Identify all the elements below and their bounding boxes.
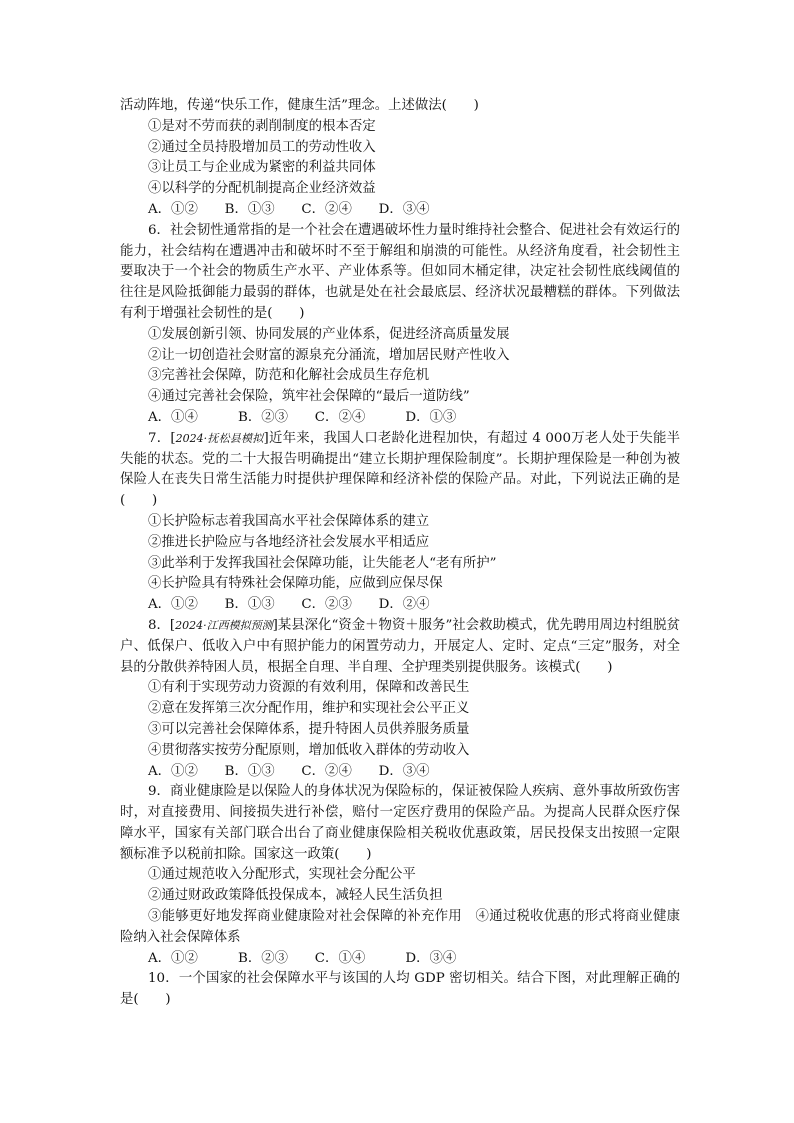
q8-stem [120,616,680,678]
question-10 [120,969,680,1011]
q7-source: 2024·抚松县模拟 [175,431,264,445]
q5-stem-tail: 活动阵地，传递“快乐工作，健康生活”理念。上述做法( ) [120,98,479,113]
question-5 [120,96,680,221]
q5-option-1: ①是对不劳而获的剥削制度的根本否定 [148,118,376,134]
q8-stem-text: ]某县深化“资金＋物资＋服务”社会救助模式，优先聘用周边村组脱贫户、低保户、低收入户中有照护能力的闲置劳动力，开展定人、定时、定点“三定”服务，对全县的分散供养特困人员，根据全自理、半自理、全护理类别提供服务。该模式( ) [120,617,680,675]
q7-stem-text: ]近年来，我国人口老龄化进程加快，有超过 4 000万老人处于失能半失能的状态。党的二十大报告明确提出“建立长期护理保险制度”。长期护理保险是一种创为被保险人在丧失日常生活能力时提供护理保障和经济补偿的保险产品。对此，下列说法正确的是( ) [120,430,680,509]
q9-answer-choices: A．①② B．②③ C．①④ D．③④ [148,950,457,966]
q5-option-2: ②通过全员持股增加员工的劳动性收入 [148,139,376,155]
q8-option-2: ②意在发挥第三次分配作用，维护和实现社会公平正义 [148,701,470,717]
q7-option-3: ③此举利于发挥我国社会保障功能，让失能老人“老有所护” [148,555,497,571]
q8-number: 8．[ [148,617,176,633]
q7-stem [120,429,680,512]
q5-option-3: ③让员工与企业成为紧密的利益共同体 [148,160,376,176]
q6-option-1: ①发展创新引领、协同发展的产业体系，促进经济高质量发展 [148,326,510,342]
question-9 [120,782,680,969]
q7-option-4: ④长护险具有特殊社会保障功能，应做到应保尽保 [148,576,443,592]
q7-number: 7．[ [148,430,176,446]
q8-option-4: ④贯彻落实按劳分配原则，增加低收入群体的劳动收入 [148,742,470,758]
q10-stem: 10．一个国家的社会保障水平与该国的人均 GDP 密切相关。结合下图，对此理解正确的是( ) [120,971,680,1008]
q8-answer-choices: A．①② B．①③ C．②④ D．③④ [148,763,430,779]
q9-option-2: ②通过财政政策降低投保成本，减轻人民生活负担 [148,888,443,904]
q6-stem: 6．社会韧性通常指的是一个社会在遭遇破坏性力量时维持社会整合、促进社会有效运行的能力，社会结构在遭遇冲击和破坏时不至于解组和崩溃的可能性。从经济角度看，社会韧性主要取决于一个社会的物质生产水平、产业体系等。但如同木桶定律，决定社会韧性底线阈值的往往是风险抵御能力最弱的群体，也就是处在社会最底层、经济状况最糟糕的群体。下列做法有利于增强社会韧性的是( ) [120,222,680,321]
q7-answer-choices: A．①② B．①③ C．②③ D．②④ [148,597,430,613]
q8-option-1: ①有利于实现劳动力资源的有效利用，保障和改善民生 [148,680,470,696]
q6-option-4: ④通过完善社会保险，筑牢社会保障的“最后一道防线” [148,389,470,405]
exam-page [120,96,680,1011]
question-7 [120,429,680,616]
q6-answer-choices: A．①④ B．②③ C．②④ D．①③ [148,409,457,425]
q5-answer-choices: A．①② B．①③ C．②④ D．③④ [148,201,430,217]
q7-option-1: ①长护险标志着我国高水平社会保障体系的建立 [148,513,430,529]
q8-option-3: ③可以完善社会保障体系，提升特困人员供养服务质量 [148,721,470,737]
q6-option-2: ②让一切创造社会财富的源泉充分涌流，增加居民财产性收入 [148,347,510,363]
q7-option-2: ②推进长护险应与各地经济社会发展水平相适应 [148,534,430,550]
q5-option-4: ④以科学的分配机制提高企业经济效益 [148,181,376,197]
q6-option-3: ③完善社会保障，防范和化解社会成员生存危机 [148,368,430,384]
q9-option-1: ①通过规范收入分配形式，实现社会分配公平 [148,867,416,883]
q9-stem: 9．商业健康险是以保险人的身体状况为保险标的，保证被保险人疾病、意外事故所致伤害时，对直接费用、间接损失进行补偿，赔付一定医疗费用的保险产品。为提高人民群众医疗保障水平，国家有关部门联合出台了商业健康保险相关税收优惠政策，居民投保支出按照一定限额标准予以税前扣除。国家这一政策( ) [120,784,680,862]
q9-option-3-4: ③能够更好地发挥商业健康险对社会保障的补充作用 ④通过税收优惠的形式将商业健康险纳入社会保障体系 [120,909,680,945]
question-8 [120,616,680,782]
question-6 [120,221,680,429]
q8-source: 2024·江西模拟预测 [175,618,273,632]
